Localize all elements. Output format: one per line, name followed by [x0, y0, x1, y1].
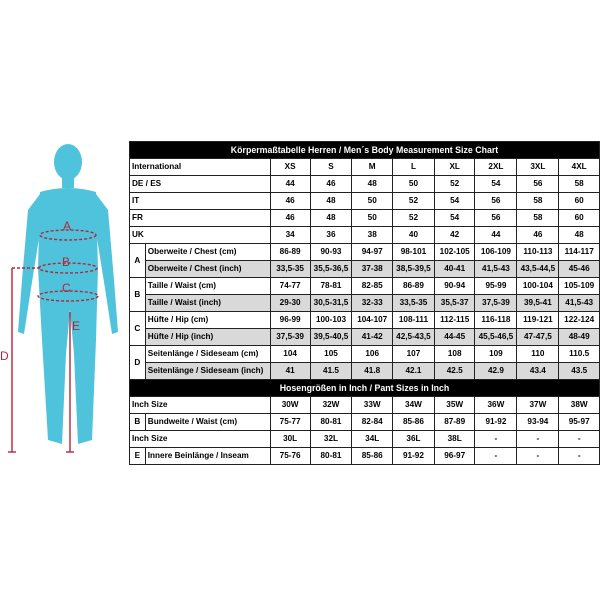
size-value-cell: 30W — [270, 397, 310, 414]
inseam-row — [130, 448, 600, 465]
size-value-cell: 108-111 — [392, 312, 434, 329]
size-value-cell: 54 — [434, 193, 475, 210]
size-value-cell: 91-92 — [392, 448, 434, 465]
country-row — [130, 210, 600, 227]
measurement-label: Oberweite / Chest (inch) — [145, 261, 270, 278]
size-value-cell: 40 — [392, 227, 434, 244]
size-value-cell: 42.9 — [475, 363, 517, 380]
size-value-cell: 109 — [475, 346, 517, 363]
size-header-cell: M — [352, 159, 393, 176]
size-value-cell: - — [559, 448, 600, 465]
size-value-cell: - — [517, 448, 559, 465]
size-value-cell: 106-109 — [475, 244, 517, 261]
size-value-cell: 48 — [310, 210, 352, 227]
size-value-cell: 95-97 — [559, 414, 600, 431]
size-value-cell: 87-89 — [434, 414, 475, 431]
size-value-cell: 119-121 — [517, 312, 559, 329]
body-measurement-figure — [0, 140, 128, 460]
size-value-cell: 58 — [517, 193, 559, 210]
size-value-cell: 50 — [352, 193, 393, 210]
size-value-cell: 39,5-41 — [517, 295, 559, 312]
measurement-label: Bundweite / Waist (cm) — [145, 414, 270, 431]
size-value-cell: 56 — [475, 193, 517, 210]
size-value-cell: 32-33 — [352, 295, 393, 312]
size-value-cell: - — [475, 448, 517, 465]
measurement-letter: C — [130, 312, 146, 346]
size-value-cell: 32W — [310, 397, 352, 414]
size-value-cell: 80-81 — [310, 414, 352, 431]
chart-title: Körpermaßtabelle Herren / Men´s Body Measurement Size Chart — [130, 142, 600, 159]
size-value-cell: - — [475, 431, 517, 448]
pants-title-row — [130, 380, 600, 397]
size-value-cell: 93-94 — [517, 414, 559, 431]
size-value-cell: 108 — [434, 346, 475, 363]
size-value-cell: 102-105 — [434, 244, 475, 261]
pants-title: Hosengrößen in Inch / Pant Sizes in Inch — [130, 380, 600, 397]
size-value-cell: 112-115 — [434, 312, 475, 329]
size-value-cell: 75-76 — [270, 448, 310, 465]
size-value-cell: 54 — [434, 210, 475, 227]
country-row — [130, 227, 600, 244]
size-value-cell: 42 — [434, 227, 475, 244]
size-value-cell: 45-46 — [559, 261, 600, 278]
measurement-label: Hüfte / Hip (cm) — [145, 312, 270, 329]
measurement-label: Seitenlänge / Sideseam (cm) — [145, 346, 270, 363]
size-value-cell: 40-41 — [434, 261, 475, 278]
size-header-cell: XL — [434, 159, 475, 176]
size-value-cell: 34 — [270, 227, 310, 244]
size-value-cell: 36W — [475, 397, 517, 414]
measurement-row — [130, 363, 600, 380]
size-value-cell: 42,5-43,5 — [392, 329, 434, 346]
measurement-row — [130, 244, 600, 261]
measurement-label: Taille / Waist (cm) — [145, 278, 270, 295]
size-value-cell: 104-107 — [352, 312, 393, 329]
size-value-cell: 86-89 — [270, 244, 310, 261]
measurement-row — [130, 312, 600, 329]
measurement-letter: E — [130, 448, 146, 465]
size-value-cell: 41.5 — [310, 363, 352, 380]
inch-size-label: Inch Size — [130, 431, 271, 448]
size-value-cell: 33,5-35 — [270, 261, 310, 278]
size-header-cell: 4XL — [559, 159, 600, 176]
size-value-cell: 85-86 — [352, 448, 393, 465]
waist-row — [130, 414, 600, 431]
size-value-cell: 41,5-43 — [475, 261, 517, 278]
size-value-cell: 33,5-35 — [392, 295, 434, 312]
size-value-cell: 30,5-31,5 — [310, 295, 352, 312]
size-value-cell: 33W — [352, 397, 393, 414]
measurement-row — [130, 261, 600, 278]
size-value-cell: 32L — [310, 431, 352, 448]
size-value-cell: 60 — [559, 193, 600, 210]
international-label: International — [130, 159, 271, 176]
size-value-cell: 47-47,5 — [517, 329, 559, 346]
size-value-cell: 34W — [392, 397, 434, 414]
measurement-letter-4: E — [72, 319, 81, 333]
size-value-cell: 35,5-36,5 — [310, 261, 352, 278]
country-row — [130, 176, 600, 193]
size-value-cell: 42.5 — [434, 363, 475, 380]
size-value-cell: 30L — [270, 431, 310, 448]
size-value-cell: 42.1 — [392, 363, 434, 380]
country-label: IT — [130, 193, 271, 210]
size-value-cell: 96-99 — [270, 312, 310, 329]
size-value-cell: 38L — [434, 431, 475, 448]
measurement-label: Seitenlänge / Sideseam (inch) — [145, 363, 270, 380]
size-value-cell: 82-84 — [352, 414, 393, 431]
country-label: UK — [130, 227, 271, 244]
measurement-label: Hüfte / Hip (inch) — [145, 329, 270, 346]
size-value-cell: 37,5-39 — [475, 295, 517, 312]
inch-size-row — [130, 397, 600, 414]
size-value-cell: 52 — [434, 176, 475, 193]
size-value-cell: 116-118 — [475, 312, 517, 329]
size-value-cell: 41,5-43 — [559, 295, 600, 312]
size-value-cell: 44 — [475, 227, 517, 244]
size-value-cell: 107 — [392, 346, 434, 363]
size-value-cell: 36 — [310, 227, 352, 244]
size-value-cell: 52 — [392, 210, 434, 227]
size-chart-table — [129, 141, 600, 465]
size-value-cell: 37-38 — [352, 261, 393, 278]
country-row — [130, 193, 600, 210]
size-value-cell: 38 — [352, 227, 393, 244]
size-value-cell: 96-97 — [434, 448, 475, 465]
size-value-cell: 38W — [559, 397, 600, 414]
inch-size-label: Inch Size — [130, 397, 271, 414]
size-value-cell: 90-94 — [434, 278, 475, 295]
size-value-cell: 98-101 — [392, 244, 434, 261]
size-value-cell: 37W — [517, 397, 559, 414]
size-value-cell: 100-103 — [310, 312, 352, 329]
size-value-cell: 46 — [270, 193, 310, 210]
size-header-cell: L — [392, 159, 434, 176]
size-value-cell: 50 — [352, 210, 393, 227]
size-value-cell: 41 — [270, 363, 310, 380]
size-value-cell: 91-92 — [475, 414, 517, 431]
size-value-cell: 54 — [475, 176, 517, 193]
size-value-cell: 106 — [352, 346, 393, 363]
size-value-cell: 78-81 — [310, 278, 352, 295]
size-value-cell: 46 — [270, 210, 310, 227]
size-value-cell: 74-77 — [270, 278, 310, 295]
size-value-cell: 105-109 — [559, 278, 600, 295]
measurement-row — [130, 329, 600, 346]
size-header-cell: XS — [270, 159, 310, 176]
inch-size-row — [130, 431, 600, 448]
size-value-cell: 110.5 — [559, 346, 600, 363]
measurement-label: Oberweite / Chest (cm) — [145, 244, 270, 261]
size-header-cell: 2XL — [475, 159, 517, 176]
measurement-letter-2: C — [62, 281, 71, 295]
size-value-cell: 43.5 — [559, 363, 600, 380]
size-value-cell: 56 — [475, 210, 517, 227]
measurement-letter-3: D — [0, 349, 9, 363]
size-value-cell: 90-93 — [310, 244, 352, 261]
size-value-cell: 48-49 — [559, 329, 600, 346]
measurement-letter: B — [130, 278, 146, 312]
size-value-cell: 48 — [559, 227, 600, 244]
size-value-cell: 110-113 — [517, 244, 559, 261]
size-value-cell: 85-86 — [392, 414, 434, 431]
international-row — [130, 159, 600, 176]
chart-title-row — [130, 142, 600, 159]
size-value-cell: 95-99 — [475, 278, 517, 295]
size-value-cell: 35W — [434, 397, 475, 414]
country-label: DE / ES — [130, 176, 271, 193]
measurement-row — [130, 295, 600, 312]
size-value-cell: 122-124 — [559, 312, 600, 329]
size-value-cell: 86-89 — [392, 278, 434, 295]
size-header-cell: S — [310, 159, 352, 176]
size-value-cell: 60 — [559, 210, 600, 227]
country-label: FR — [130, 210, 271, 227]
size-value-cell: 52 — [392, 193, 434, 210]
size-value-cell: 105 — [310, 346, 352, 363]
size-value-cell: 48 — [352, 176, 393, 193]
measurement-letter: B — [130, 414, 146, 431]
size-value-cell: 50 — [392, 176, 434, 193]
size-value-cell: 35,5-37 — [434, 295, 475, 312]
size-value-cell: 44-45 — [434, 329, 475, 346]
size-value-cell: 110 — [517, 346, 559, 363]
size-value-cell: 34L — [352, 431, 393, 448]
size-value-cell: 56 — [517, 176, 559, 193]
size-value-cell: 45,5-46,5 — [475, 329, 517, 346]
size-value-cell: 36L — [392, 431, 434, 448]
size-header-cell: 3XL — [517, 159, 559, 176]
size-value-cell: - — [517, 431, 559, 448]
size-value-cell: 46 — [517, 227, 559, 244]
size-value-cell: 39,5-40,5 — [310, 329, 352, 346]
size-value-cell: 44 — [270, 176, 310, 193]
size-value-cell: 43,5-44,5 — [517, 261, 559, 278]
measurement-letter: D — [130, 346, 146, 380]
size-value-cell: 58 — [559, 176, 600, 193]
measurement-label: Innere Beinlänge / Inseam — [145, 448, 270, 465]
size-value-cell: 104 — [270, 346, 310, 363]
measurement-row — [130, 278, 600, 295]
size-value-cell: 58 — [517, 210, 559, 227]
size-value-cell: 82-85 — [352, 278, 393, 295]
size-value-cell: 94-97 — [352, 244, 393, 261]
size-value-cell: 80-81 — [310, 448, 352, 465]
size-value-cell: 114-117 — [559, 244, 600, 261]
measurement-label: Taille / Waist (inch) — [145, 295, 270, 312]
measurement-letter-0: A — [63, 219, 72, 233]
size-value-cell: 41-42 — [352, 329, 393, 346]
measurement-letter: A — [130, 244, 146, 278]
size-value-cell: 41.8 — [352, 363, 393, 380]
measurement-row — [130, 346, 600, 363]
size-value-cell: 75-77 — [270, 414, 310, 431]
size-value-cell: - — [559, 431, 600, 448]
size-value-cell: 29-30 — [270, 295, 310, 312]
size-value-cell: 37,5-39 — [270, 329, 310, 346]
size-value-cell: 43.4 — [517, 363, 559, 380]
size-value-cell: 100-104 — [517, 278, 559, 295]
size-value-cell: 46 — [310, 176, 352, 193]
size-value-cell: 48 — [310, 193, 352, 210]
size-value-cell: 38,5-39,5 — [392, 261, 434, 278]
measurement-letter-1: B — [62, 255, 71, 269]
